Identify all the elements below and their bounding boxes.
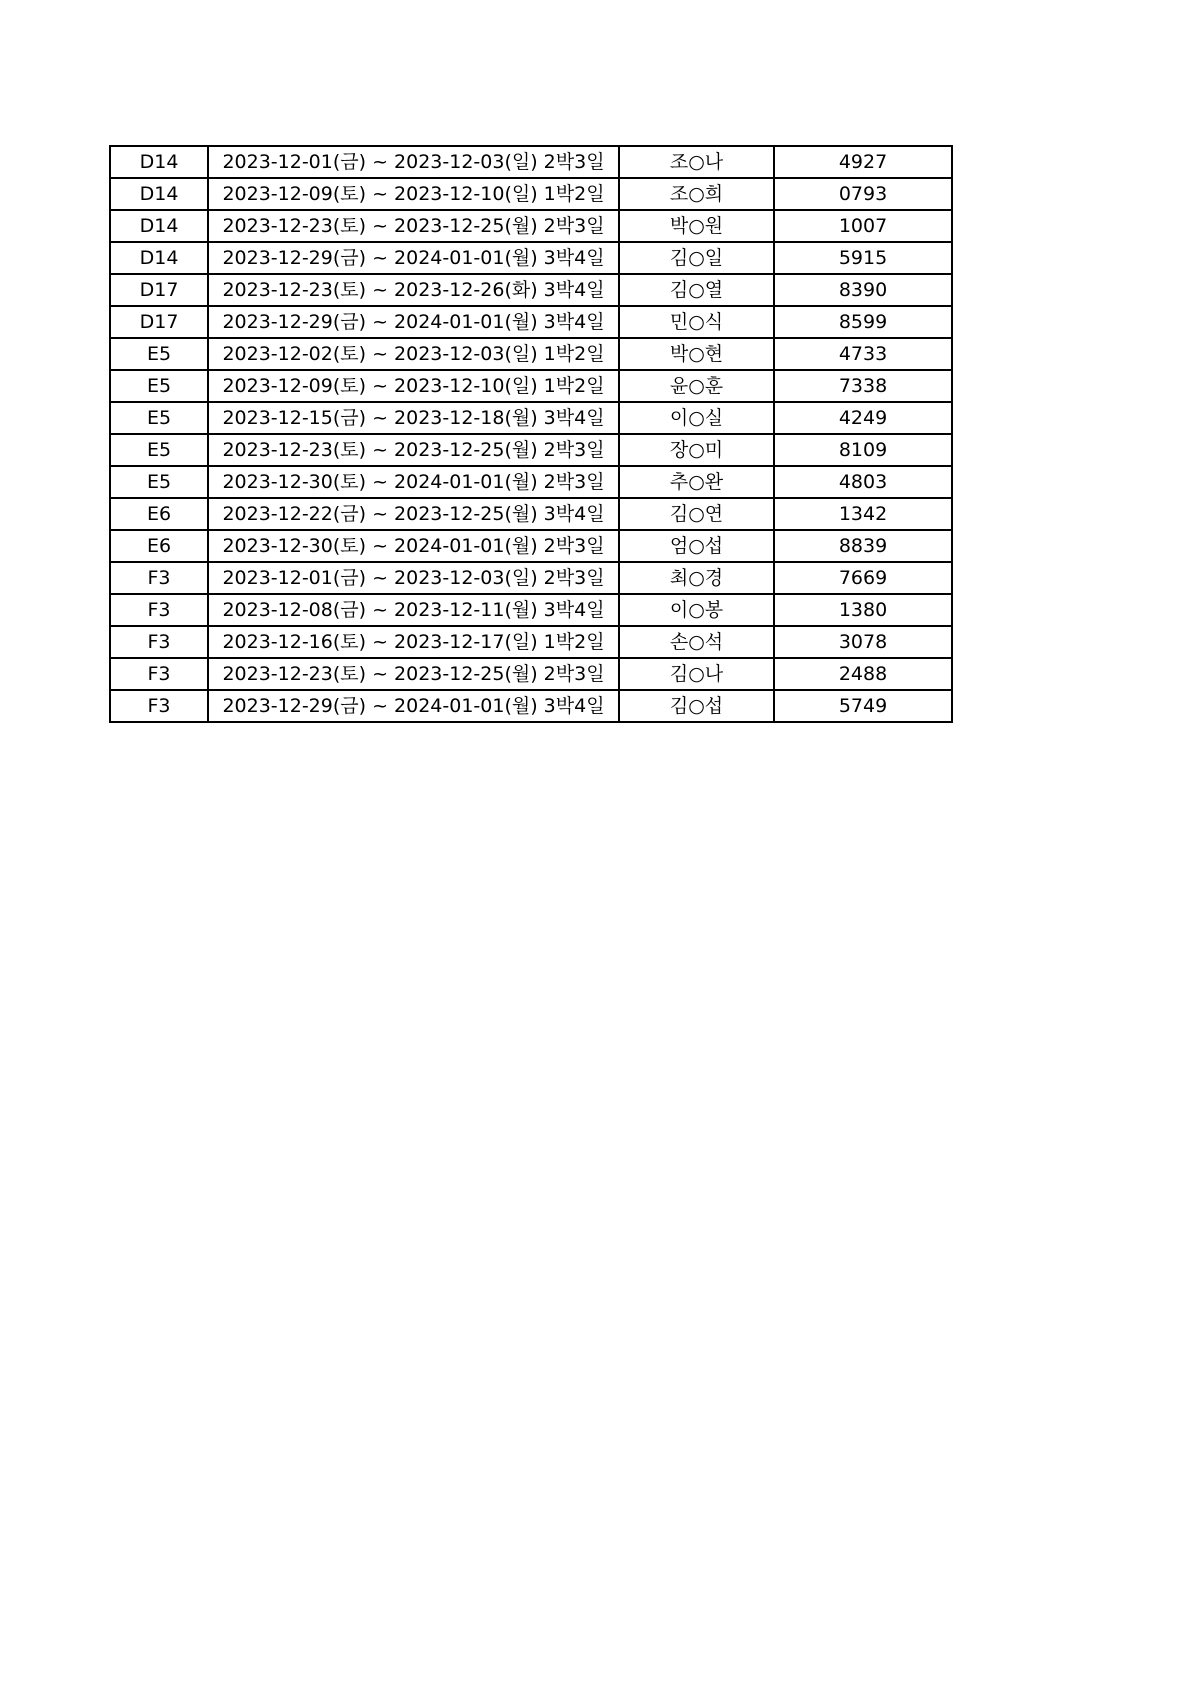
period-cell: 2023-12-23(토) ~ 2023-12-25(월) 2박3일	[208, 434, 619, 466]
code-cell: 1007	[774, 210, 952, 242]
guest-name-cell: 이○봉	[619, 594, 774, 626]
reservation-table	[109, 145, 953, 723]
room-cell: F3	[110, 658, 208, 690]
room-cell: F3	[110, 562, 208, 594]
room-cell: E5	[110, 338, 208, 370]
code-cell: 1380	[774, 594, 952, 626]
table-row	[110, 530, 952, 562]
table-row	[110, 498, 952, 530]
period-cell: 2023-12-01(금) ~ 2023-12-03(일) 2박3일	[208, 146, 619, 178]
room-cell: E5	[110, 370, 208, 402]
guest-name-cell: 박○현	[619, 338, 774, 370]
room-cell: E6	[110, 498, 208, 530]
guest-name-cell: 조○나	[619, 146, 774, 178]
code-cell: 5915	[774, 242, 952, 274]
code-cell: 3078	[774, 626, 952, 658]
guest-name-cell: 이○실	[619, 402, 774, 434]
code-cell: 4927	[774, 146, 952, 178]
guest-name-cell: 장○미	[619, 434, 774, 466]
table-row	[110, 594, 952, 626]
code-cell: 4249	[774, 402, 952, 434]
table-row	[110, 146, 952, 178]
room-cell: E6	[110, 530, 208, 562]
guest-name-cell: 엄○섭	[619, 530, 774, 562]
period-cell: 2023-12-22(금) ~ 2023-12-25(월) 3박4일	[208, 498, 619, 530]
room-cell: D17	[110, 274, 208, 306]
room-cell: F3	[110, 690, 208, 722]
guest-name-cell: 김○일	[619, 242, 774, 274]
table-row	[110, 466, 952, 498]
code-cell: 2488	[774, 658, 952, 690]
period-cell: 2023-12-02(토) ~ 2023-12-03(일) 1박2일	[208, 338, 619, 370]
table-row	[110, 178, 952, 210]
room-cell: D14	[110, 242, 208, 274]
code-cell: 7669	[774, 562, 952, 594]
room-cell: D14	[110, 178, 208, 210]
table-row	[110, 370, 952, 402]
room-cell: E5	[110, 434, 208, 466]
period-cell: 2023-12-29(금) ~ 2024-01-01(월) 3박4일	[208, 306, 619, 338]
guest-name-cell: 최○경	[619, 562, 774, 594]
period-cell: 2023-12-16(토) ~ 2023-12-17(일) 1박2일	[208, 626, 619, 658]
guest-name-cell: 윤○훈	[619, 370, 774, 402]
table-row	[110, 562, 952, 594]
guest-name-cell: 김○나	[619, 658, 774, 690]
guest-name-cell: 박○원	[619, 210, 774, 242]
room-cell: E5	[110, 466, 208, 498]
period-cell: 2023-12-30(토) ~ 2024-01-01(월) 2박3일	[208, 530, 619, 562]
table-row	[110, 658, 952, 690]
code-cell: 8599	[774, 306, 952, 338]
period-cell: 2023-12-09(토) ~ 2023-12-10(일) 1박2일	[208, 370, 619, 402]
table-row	[110, 306, 952, 338]
period-cell: 2023-12-30(토) ~ 2024-01-01(월) 2박3일	[208, 466, 619, 498]
period-cell: 2023-12-29(금) ~ 2024-01-01(월) 3박4일	[208, 690, 619, 722]
room-cell: D17	[110, 306, 208, 338]
room-cell: F3	[110, 626, 208, 658]
guest-name-cell: 조○희	[619, 178, 774, 210]
table-row	[110, 434, 952, 466]
table-row	[110, 242, 952, 274]
table-row	[110, 690, 952, 722]
period-cell: 2023-12-23(토) ~ 2023-12-25(월) 2박3일	[208, 210, 619, 242]
code-cell: 5749	[774, 690, 952, 722]
room-cell: D14	[110, 146, 208, 178]
guest-name-cell: 김○섭	[619, 690, 774, 722]
guest-name-cell: 김○열	[619, 274, 774, 306]
code-cell: 4803	[774, 466, 952, 498]
period-cell: 2023-12-09(토) ~ 2023-12-10(일) 1박2일	[208, 178, 619, 210]
table-row	[110, 402, 952, 434]
code-cell: 1342	[774, 498, 952, 530]
room-cell: F3	[110, 594, 208, 626]
code-cell: 0793	[774, 178, 952, 210]
period-cell: 2023-12-23(토) ~ 2023-12-25(월) 2박3일	[208, 658, 619, 690]
guest-name-cell: 민○식	[619, 306, 774, 338]
table-row	[110, 338, 952, 370]
code-cell: 8109	[774, 434, 952, 466]
table-row	[110, 626, 952, 658]
guest-name-cell: 김○연	[619, 498, 774, 530]
period-cell: 2023-12-23(토) ~ 2023-12-26(화) 3박4일	[208, 274, 619, 306]
table-row	[110, 210, 952, 242]
guest-name-cell: 손○석	[619, 626, 774, 658]
period-cell: 2023-12-15(금) ~ 2023-12-18(월) 3박4일	[208, 402, 619, 434]
period-cell: 2023-12-29(금) ~ 2024-01-01(월) 3박4일	[208, 242, 619, 274]
table-row	[110, 274, 952, 306]
code-cell: 8839	[774, 530, 952, 562]
code-cell: 8390	[774, 274, 952, 306]
room-cell: D14	[110, 210, 208, 242]
period-cell: 2023-12-08(금) ~ 2023-12-11(월) 3박4일	[208, 594, 619, 626]
room-cell: E5	[110, 402, 208, 434]
code-cell: 4733	[774, 338, 952, 370]
guest-name-cell: 추○완	[619, 466, 774, 498]
reservation-table-body	[110, 146, 952, 722]
period-cell: 2023-12-01(금) ~ 2023-12-03(일) 2박3일	[208, 562, 619, 594]
code-cell: 7338	[774, 370, 952, 402]
